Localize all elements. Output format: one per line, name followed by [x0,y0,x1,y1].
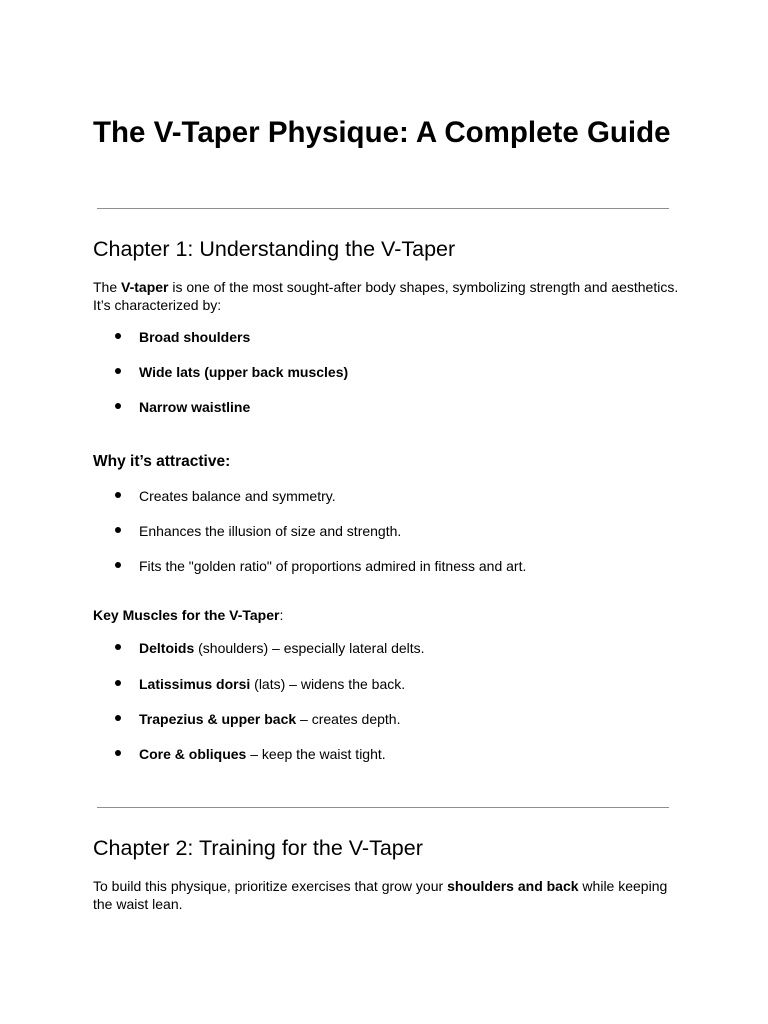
muscle-description: (shoulders) – especially lateral delts. [194,640,425,656]
key-muscles-heading [93,606,683,624]
intro-bold-term: shoulders and back [447,878,579,894]
bullet-icon [115,644,121,650]
why-attractive-heading: Why it’s attractive: [93,453,231,470]
chapter-1-heading: Chapter 1: Understanding the V-Taper [93,237,456,261]
bullet-icon [115,715,121,721]
chapter-2-heading: Chapter 2: Training for the V-Taper [93,836,423,860]
muscle-description: – creates depth. [296,711,401,727]
muscle-name: Latissimus dorsi [139,676,251,692]
list-item-text [139,639,425,657]
trait-label: Narrow waistline [139,399,251,415]
muscle-name: Deltoids [139,640,195,656]
chapter-2-intro [93,877,683,913]
section-divider [97,807,669,808]
section-divider [97,208,669,209]
document-title: The V-Taper Physique: A Complete Guide [93,116,671,149]
bullet-icon [115,750,121,756]
bullet-icon [115,562,121,568]
muscle-name: Core & obliques [139,746,247,762]
bullet-icon [115,680,121,686]
trait-label: Broad shoulders [139,329,251,345]
muscle-description: – keep the waist tight. [246,746,386,762]
bullet-icon [115,368,121,374]
list-item-text [139,675,405,693]
muscle-name: Trapezius & upper back [139,711,297,727]
intro-text: To build this physique, prioritize exercises that grow your [93,878,448,894]
bullet-icon [115,403,121,409]
bullet-icon [115,333,121,339]
intro-bold-term: V-taper [121,279,169,295]
intro-text: is one of the most sought-after body shapes, symbolizing strength and aesthetics. It’s characterized by: [93,279,679,313]
trait-label: Wide lats (upper back muscles) [139,364,349,380]
list-item-text: Enhances the illusion of size and strength. [139,523,402,539]
list-item-text [139,710,400,728]
list-item-text: Fits the "golden ratio" of proportions admired in fitness and art. [139,558,527,574]
bullet-icon [115,492,121,498]
list-item-text: Creates balance and symmetry. [139,488,336,504]
bullet-icon [115,527,121,533]
key-muscles-colon: : [279,607,284,623]
chapter-1-intro [93,278,683,314]
list-item-text [139,745,386,763]
muscle-description: (lats) – widens the back. [250,676,406,692]
key-muscles-label: Key Muscles for the V-Taper [93,607,280,623]
intro-text: while keeping the waist lean. [93,878,668,912]
intro-text: The [93,279,122,295]
